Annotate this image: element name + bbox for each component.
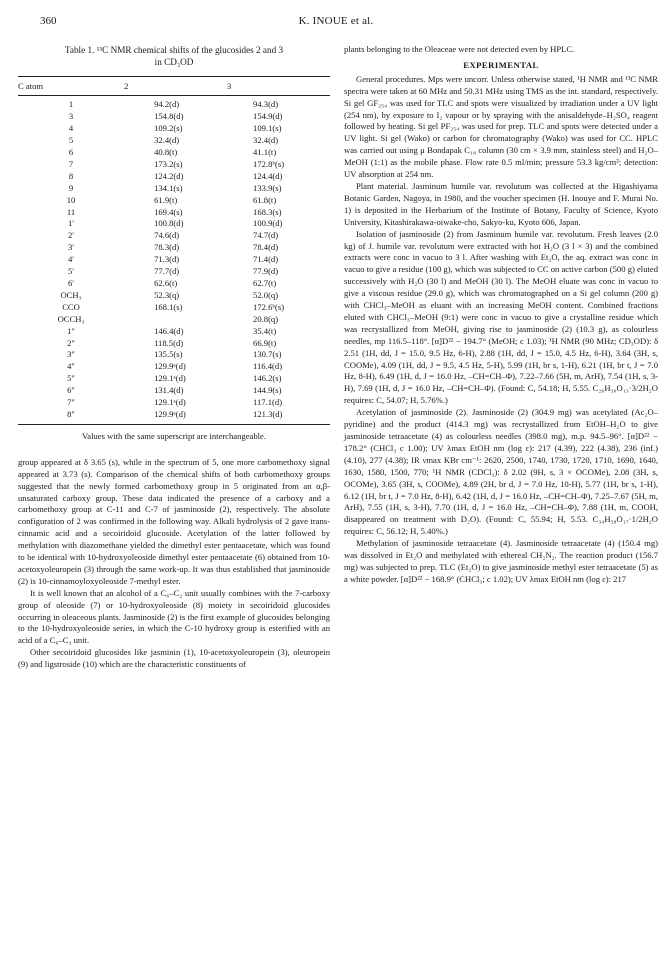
right-intro-text: plants belonging to the Oleaceae were not detected even by HPLC.: [344, 44, 575, 54]
table-row: [18, 135, 330, 147]
table-row: [18, 373, 330, 385]
cell-c-atom: 5″: [67, 373, 75, 384]
cell-c-atom: 2′: [67, 230, 75, 241]
table-row: [18, 385, 330, 397]
cell-shift-3: 116.4(d): [253, 361, 283, 372]
right-paragraph-acetylation: Acetylation of jasminoside (2). Jasminoside (2) (304.9 mg) was acetylated (Ac₂O–pyridine) and the product (414.3 mg) was recrystallized from EtOH–H₂O to give jasminoside tetraacetate (4) as colourless needles (398.0 mg), m.p. 94.5–96°. [α]D²² − 178.2° (CHCl₃ c 1.00); UV λmax EtOH nm (log ε): 217 (4.39), 222 (4.38), 236 (inf.) (4.10), 277 (4.38); IR νmax KBr cm⁻¹: 2620, 2500, 1740, 1730, 1720, 1710, 1690, 1640, 1630, 1580, 1500, 770; ¹H NMR (CDCl₃): δ 2.02 (9H, s, 3 × OCOMe), 2.08 (3H, s, OCOMe), 3.65 (3H, s, COOMe), 4.89 (2H, br d, J = 7.0 Hz, 10-H), 5.77 (1H, br s, 1-H), 6.12 (1H, br t, J = 7.0 Hz, 8-H), 6.42 (1H, d, J = 16.0 Hz, –CH=CH–Φ), 7.25–7.67 (5H, m, ArH), 7.55 (1H, s, 3-H), 7.70 (1H, d, J = 16.0 Hz, –CH=CH–Φ), 7.88 (1H, m, COOH, disappeared on treatment with D₂O). (Found: C, 55.94; H, 5.53. C₃₄H₃₈O₁₇·1/2H₂O requires: C, 56.12; H, 5.40%.): [344, 407, 658, 537]
table-row: [18, 159, 330, 171]
cell-c-atom: OCCH₃: [57, 313, 85, 324]
page-number: 360: [40, 15, 57, 27]
cell-shift-2: 124.2(d): [154, 170, 184, 181]
table-row: [18, 361, 330, 373]
cell-c-atom: OCH₃: [60, 289, 82, 300]
cell-c-atom: 7: [68, 158, 74, 169]
cell-shift-2: 62.6(t): [154, 278, 178, 288]
cell-c-atom: 6: [68, 147, 74, 158]
cell-shift-2: 109.2(s): [154, 123, 183, 134]
cell-c-atom: 2″: [67, 337, 75, 348]
cell-shift-3: 154.9(d): [253, 111, 283, 122]
cell-c-atom: 6′: [67, 278, 75, 288]
header-compound-3: 3: [227, 77, 330, 96]
left-paragraph: It is well known that an alcohol of a C₆–C₂ unit usually combines with the 7-carboxy group of oleoside (7) or 10-hydroxyoleoside (8) moiety in secoiridoid glucosides occurring in oleaceous plants. Jasminoside (2) is the first example of glucosides belonging to the 10-hydroxyoleoside series, in which the C-10 hydroxy group is esterified with an acid of a C₆–C₃ unit.: [18, 587, 330, 646]
table-row: [18, 409, 330, 421]
table-header-row: [18, 77, 330, 96]
cell-shift-2: 61.9(t): [154, 194, 178, 205]
right-paragraph-isolation: Isolation of jasminoside (2) from Jasminum humile var. revolutum. Fresh leaves (2.0 kg) of J. humile var. revolutum were extracted with hot H₂O (3 l × 3) and the combined extracts were conc in vacuo to 3 l. After washing with Et₂O, the aq. extract was conc in vacuo to give a residue (100 g), which was subjected to CC on active carbon (500 g) eluted successively with H₂O (30 l) and MeOH (30 l). The MeOH eluate was conc in vacuo to give a viscous residue (29.0 g), which was chromatographed on a Si gel column (200 g) with CHCl₃–MeOH as eluant with an increasing MeOH content. Combined fractions eluted with CHCl₃–MeOH (9:1) were conc in vacuo to give a crystalline residue which was recrystallized from MeOH, giving rise to jasminoside (2) (10.3 g), as colourless needles, mp 116.5–118°. [α]D²² − 194.7° (MeOH; c 1.03); ¹H NMR (90 MHz; CD₃OD): δ 2.51 (1H, dd, J = 15.0, 9.5 Hz, 6-H), 2.88 (1H, dd, J = 15.0, 4.5 Hz, 6-H), 3.64 (3H, s, COOMe), 4.09 (1H, dd, J = 9.5, 4.5 Hz, 5-H), 5.99 (1H, br s, 1-H), 6.21 (1H, br t, J = 7.0 Hz, 8-H), 6.49 (1H, d, J = 16.0 Hz, –CH=CH–Φ), 7.22–7.66 (5H, m, ArH), 7.54 (1H, s, 3-H), 7.69 (1H, d, J = 16.0 Hz, –CH=CH–Φ). (Found: C, 54.18; H, 5.55. C₂₆H₃₀O₁₃·3/2H₂O requires: C, 54.07; H, 5.76%.): [344, 228, 658, 406]
cell-shift-2: 74.6(d): [154, 230, 180, 241]
table-row: [18, 397, 330, 409]
cell-shift-2: 131.4(d): [154, 385, 184, 396]
cell-c-atom: 8″: [67, 408, 75, 419]
cell-shift-2: 129.1ᵃ(d): [154, 373, 186, 384]
cell-shift-3: 61.8(t): [253, 194, 277, 205]
cell-shift-3: 94.3(d): [253, 99, 279, 110]
table-row: [18, 218, 330, 230]
cell-c-atom: 11: [66, 206, 76, 217]
cell-shift-2: 129.1ᵃ(d): [154, 397, 186, 408]
left-paragraph: Other secoiridoid glucosides like jasminin (1), 10-acetoxyoleuropein (3), oleuropein (9) and ligstroside (10) which are the characteristic constituents of: [18, 647, 330, 670]
cell-shift-2: [124, 314, 227, 326]
cell-shift-3: 146.2(s): [253, 373, 282, 384]
header-compound-2: 2: [124, 77, 227, 96]
cell-shift-2: 168.1(s): [154, 301, 183, 312]
cell-shift-3: 172.8ᵇ(s): [253, 158, 285, 169]
cell-shift-2: 52.3(q): [154, 289, 180, 300]
table-row: [18, 207, 330, 219]
header-c-atom: C atom: [18, 77, 124, 96]
cell-c-atom: 5′: [67, 266, 75, 277]
table-row: [18, 326, 330, 338]
cell-c-atom: 4′: [67, 254, 75, 265]
table-row: [18, 183, 330, 195]
cell-shift-2: 146.4(d): [154, 325, 184, 336]
cell-shift-2: 118.5(d): [154, 337, 184, 348]
table-bottom-rule: [18, 424, 330, 425]
cell-shift-3: 168.3(s): [253, 206, 282, 217]
cell-shift-3: 130.7(s): [253, 349, 282, 360]
cell-shift-2: 169.4(s): [154, 206, 183, 217]
cell-c-atom: 1′: [67, 218, 75, 229]
cell-c-atom: 1: [68, 99, 74, 110]
cell-c-atom: 1″: [67, 325, 75, 336]
cell-c-atom: 6″: [67, 385, 75, 396]
cell-shift-3: 100.9(d): [253, 218, 283, 229]
right-column: [344, 44, 658, 586]
cell-shift-3: 133.9(s): [253, 182, 282, 193]
cell-shift-3: 52.0(q): [253, 289, 279, 300]
table-row: [18, 195, 330, 207]
table-row: [18, 266, 330, 278]
cell-shift-3: 144.9(s): [253, 385, 282, 396]
table-row: [18, 302, 330, 314]
cell-shift-3: 124.4(d): [253, 170, 283, 181]
table-row: [18, 278, 330, 290]
cell-c-atom: 4″: [67, 361, 75, 372]
left-column: [18, 44, 330, 671]
cell-c-atom: 5: [68, 135, 74, 146]
running-head: K. INOUE et al.: [298, 15, 374, 27]
cell-shift-3: 35.4(t): [253, 325, 277, 336]
cell-shift-2: 77.7(d): [154, 266, 180, 277]
right-paragraph-plant: Plant material. Jasminum humile var. revolutum was collected at the Higashiyama Botanic Garden, Nagoya, in 1980, and the voucher specimen (H. Inouye and F. Murai No. 1) is deposited in the Herbarium of the Institute of Botany, Faculty of Science, Kyoto University, Kitashirakawa-oiwake-cho, Sakyo-ku, Kyoto 606, Japan.: [344, 180, 658, 227]
cell-shift-3: 78.4(d): [253, 242, 279, 253]
cell-shift-3: 71.4(d): [253, 254, 279, 265]
cell-shift-2: 100.8(d): [154, 218, 184, 229]
cell-shift-2: 129.9ᵃ(d): [154, 408, 186, 419]
cell-shift-2: 134.1(s): [154, 182, 183, 193]
cell-c-atom: 3″: [67, 349, 75, 360]
table-row: [18, 171, 330, 183]
table-row: [18, 242, 330, 254]
table-row: [18, 254, 330, 266]
cell-c-atom: 3′: [67, 242, 75, 253]
cell-shift-3: 77.9(d): [253, 266, 279, 277]
cell-shift-3: 32.4(d): [253, 135, 279, 146]
cell-shift-3: 109.1(s): [253, 123, 282, 134]
table-caption-line-1: Table 1. ¹³C NMR chemical shifts of the glucosides 2 and 3: [64, 45, 284, 55]
table-row: [18, 147, 330, 159]
cell-c-atom: 10: [66, 194, 76, 205]
table-body: [18, 96, 330, 421]
table-row: [18, 96, 330, 111]
cell-c-atom: CCO: [62, 301, 80, 312]
table-footnote: Values with the same superscript are interchangeable.: [82, 430, 266, 441]
cell-c-atom: 4: [68, 123, 74, 134]
cell-shift-2: 94.2(d): [154, 99, 180, 110]
table-row: [18, 230, 330, 242]
cell-shift-3: 117.1(d): [253, 397, 283, 408]
cell-shift-3: 172.6ᵇ(s): [253, 301, 285, 312]
cell-shift-3: 74.7(d): [253, 230, 279, 241]
cell-shift-2: 78.3(d): [154, 242, 180, 253]
right-paragraph-general: General procedures. Mps were uncorr. Unless otherwise stated, ¹H NMR and ¹³C NMR spectra were taken at 60 MHz and 50.31 MHz using TMS as the int. standard, respectively. Si gel GF₂₅₄ was used for TLC and spots were visualized by irradiation under a UV light (254 nm), by exposure to I₂ vapour or by spraying with the anisaldehyde–H₂SO₄ reagent followed by heating. Si gel PF₂₅₄ was used for prep. TLC and spots were detected under a UV light. Si gel (Wako) or carbon for chromatography (Wako) was used for CC. HPLC was carried out using μ Bondapak C₁₈ column (30 cm × 3.9 mm, stainless steel) and H₂O–MeOH (1:1) as the mobile phase. Flow rate 0.5 ml/min; pressure 53.3 kg/cm²; detection: UV absorption at 254 nm.: [344, 73, 658, 180]
table-caption: [18, 44, 330, 68]
left-paragraph: group appeared at δ 3.65 (s), while in the spectrum of 5, one more carbomethoxy signal appeared at 3.73 (s). Comparison of the chemical shifts of both carbomethoxy groups suggested that the newly formed carbomethoxy group in 5 originated from an α,β-unsaturated carboxy group. These data indicated the presence of a carboxy and a carbomethoxy group at C-11 and C-7 of jasminoside (2), respectively. The absolute configuration of 2 was confirmed in the following way. Alkali hydrolysis of 2 gave trans-cinnamic acid and a secoiridoid glucoside. Acetylation of the latter followed by methylation with diazomethane yielded the dimethyl ester pentaacetate, which was found to be identical with 10-hydroxyoleoside dimethyl ester pentaacetate (6) obtained from 10-acetoxyoleuropein (3) through the same work-up. It was thus established that jasminoside (2) is 10-cinnamoyloxyoleoside 7-methyl ester.: [18, 456, 330, 586]
cell-shift-3: 121.3(d): [253, 408, 283, 419]
left-body-text: [18, 457, 330, 671]
cell-shift-3: 62.7(t): [253, 278, 277, 288]
cell-shift-3: 41.1(t): [253, 147, 277, 158]
cell-shift-2: 71.3(d): [154, 254, 180, 265]
cell-shift-3: 20.8(q): [253, 313, 279, 324]
cell-shift-3: 66.9(t): [253, 337, 277, 348]
table-row: [18, 290, 330, 302]
right-paragraph-methylation: Methylation of jasminoside tetraacetate (4). Jasminoside tetraacetate (4) (150.4 mg) was dissolved in Et₂O and methylated with ethereal CH₂N₂. The reaction product (156.7 mg) was subjected to prep. TLC (Et₂O) to give jasminoside methyl ester tetraacetate (5) as a white powder. [α]D²² − 168.9° (CHCl₃; c 1.02); UV λmax EtOH nm (log ε): 217: [344, 538, 658, 584]
nmr-shift-table: [18, 76, 330, 420]
cell-c-atom: 8: [68, 170, 74, 181]
table-row: [18, 338, 330, 350]
cell-shift-2: 129.9ᵃ(d): [154, 361, 186, 372]
table-caption-line-2: in CD₃OD: [154, 57, 194, 68]
cell-shift-2: 40.8(t): [154, 147, 178, 158]
cell-shift-2: 135.5(s): [154, 349, 183, 360]
table-row: [18, 111, 330, 123]
section-title-experimental: EXPERIMENTAL: [463, 59, 539, 70]
cell-c-atom: 3: [68, 111, 74, 122]
cell-c-atom: 7″: [67, 397, 75, 408]
table-row: [18, 314, 330, 326]
table-row: [18, 349, 330, 361]
cell-shift-2: 173.2(s): [154, 158, 183, 169]
cell-shift-2: 32.4(d): [154, 135, 180, 146]
table-row: [18, 123, 330, 135]
cell-c-atom: 9: [68, 182, 74, 193]
cell-shift-2: 154.8(d): [154, 111, 184, 122]
